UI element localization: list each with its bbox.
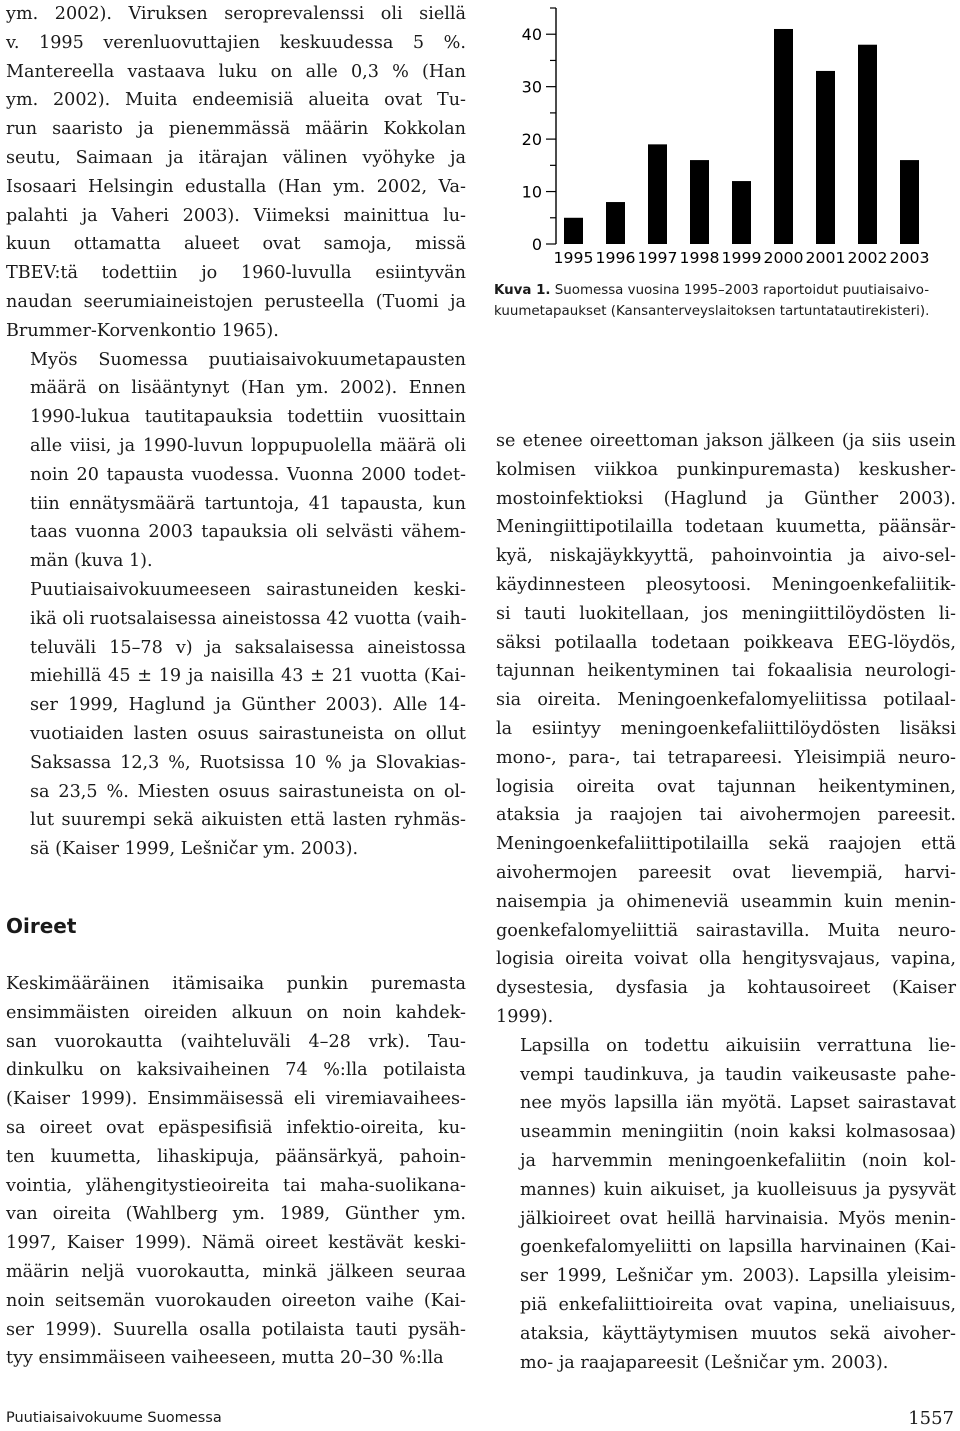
text-line: tyy ensimmäiseen vaiheeseen, mutta 20–30 %:lla [6, 1348, 444, 1369]
text-line: Meningoenkefaliittipotilailla sekä raajojen että [496, 834, 956, 855]
text-line: teluväli 15–78 v) ja saksalaisessa aineistossa [30, 637, 466, 658]
text-line: seutu, Saimaan ja itärajan välinen vyöhyke ja [6, 147, 466, 168]
x-tick-label: 1998 [679, 249, 720, 267]
running-title: Puutiaisaivokuume Suomessa [6, 1410, 222, 1426]
y-tick-label: 0 [531, 235, 542, 254]
text-line: logisia oireita voivat olla hengitysvajaus, vapina, [496, 949, 956, 970]
text-line: vempi taudinkuva, ja taudin vaikeusaste pahe- [520, 1064, 956, 1085]
text-line: ataksia ja raajojen tai aivohermojen pareesit. [496, 805, 956, 826]
text-line: noin 20 tapausta vuodessa. Vuonna 2000 todet- [30, 464, 466, 485]
x-tick-label: 2003 [889, 249, 930, 267]
text-line: goenkefalomyeliitti on lapsilla harvinainen (Kai- [520, 1237, 956, 1258]
text-line: TBEV:tä todettiin jo 1960-luvulla esiintyvän [6, 263, 466, 284]
y-tick-label: 40 [521, 25, 542, 45]
text-line: noin seitsemän vuorokauden oireeton vaihe (Kai- [6, 1290, 466, 1311]
text-line: mostoinfektioksi (Haglund ja Günther 2003). [496, 488, 956, 509]
paragraph [496, 427, 956, 1032]
text-line: useammin meningiitin (noin kaksi kolmasosaa) [520, 1122, 956, 1143]
text-line: dysestesia, dysfasia ja kohtausoireet (Kaiser [496, 978, 956, 999]
text-line: sa 23,5 %. Miesten osuus sairastuneista on ol- [30, 781, 466, 802]
caption-label: Kuva 1. [494, 283, 551, 298]
x-tick-label: 1995 [553, 249, 594, 267]
cases-bar-chart [510, 0, 950, 272]
section-heading-oireet: Oireet [6, 914, 77, 938]
text-line: taas vuonna 2003 tapauksia oli selvästi vähem- [30, 522, 466, 543]
bar [648, 144, 667, 244]
text-line: sä (Kaiser 1999, Lešničar ym. 2003). [30, 839, 359, 860]
x-tick-label: 1997 [637, 249, 678, 267]
text-line: Mantereella vastaava luku on alle 0,3 % (Han [6, 61, 466, 82]
bar [900, 160, 919, 244]
bar [816, 71, 835, 244]
text-line: ja harvemmin meningoenkefaliitin (noin kol- [520, 1150, 956, 1171]
figure-caption [494, 280, 960, 322]
text-line: män (kuva 1). [30, 551, 153, 572]
text-line: la esiintyy meningoenkefaliittilöydösten lisäksi [496, 718, 956, 739]
bar [732, 181, 751, 244]
paragraph [6, 970, 466, 1373]
text-line: kuun ottamatta alueet ovat samoja, missä [6, 234, 466, 255]
text-line: ensimmäisten oireiden alkuun on noin kahdek- [6, 1002, 466, 1023]
text-line: käydinnesteen pleosytoosi. Meningoenkefaliitik- [496, 574, 956, 595]
caption-line-1: Suomessa vuosina 1995–2003 raportoidut puutiaisaivo- [550, 283, 930, 298]
x-tick-label: 2000 [763, 249, 804, 267]
text-line: se etenee oireettoman jakson jälkeen (ja siis usein [496, 431, 956, 451]
text-line: ataksia, käyttäytymisen muutos sekä aivoher- [520, 1323, 956, 1344]
text-line: run saaristo ja pienemmässä määrin Kokkolan [6, 119, 466, 140]
text-line: ym. 2002). Muita endeemisiä alueita ovat Tu- [6, 90, 466, 111]
text-line: Lapsilla on todettu aikuisiin verrattuna lie- [520, 1035, 956, 1056]
text-line: mannes) kuin aikuiset, ja kuolleisuus ja pysyvät [520, 1179, 956, 1200]
bar [564, 218, 583, 244]
right-body-text [496, 427, 956, 1377]
text-line: goenkefalomyeliittiä sairastavilla. Muita neuro- [496, 920, 956, 941]
text-line: säksi potilaalla todetaan poikkeava EEG-löydös, [496, 632, 956, 653]
text-line: (Kaiser 1999). Ensimmäisessä eli viremiavaihees- [6, 1089, 466, 1110]
text-line: nee myös lapsilla iän myötä. Lapset sairastavat [520, 1093, 956, 1114]
text-line: mo- ja raajapareesit (Lešničar ym. 2003). [520, 1352, 889, 1373]
text-line: kolmisen viikkoa punkinpuremasta) keskusher- [496, 459, 956, 480]
text-line: naisempia ja ohimeneviä useammin kuin menin- [496, 891, 956, 912]
x-tick-label: 2001 [805, 249, 846, 267]
text-line: ser 1999, Haglund ja Günther 2003). Alle 14- [30, 695, 466, 716]
text-line: mono-, para-, tai tetrapareesi. Yleisimpiä neuro- [496, 747, 956, 768]
text-line: ym. 2002). Viruksen seroprevalenssi oli siellä [6, 4, 466, 24]
text-line: lut suurempi sekä aikuisten että lasten ryhmäs- [30, 810, 466, 831]
paragraph [496, 1032, 956, 1378]
text-line: vuotiaiden lasten osuus sairastuneista on ollut [30, 723, 466, 744]
text-line: vointia, ylähengitystieoireita tai maha-suolikana- [6, 1175, 466, 1196]
text-line: sa oireet ovat epäspesifisiä infektio-oireita, ku- [6, 1117, 466, 1138]
text-line: dinkulku on kaksivaiheinen 74 %:lla potilaista [6, 1060, 466, 1081]
text-line: sia oireita. Meningoenkefalomyeliitissa potilaal- [496, 690, 956, 711]
text-line: ten kuumetta, lihaskipuja, päänsärkyä, pahoin- [6, 1146, 466, 1167]
caption-line-2: kuumetapaukset (Kansanterveyslaitoksen tartuntatautirekisteri). [494, 304, 930, 319]
text-line: 1997, Kaiser 1999). Nämä oireet kestävät keski- [6, 1233, 466, 1254]
text-line: Myös Suomessa puutiaisaivokuumetapausten [30, 349, 466, 370]
paragraph [6, 0, 466, 346]
text-line: ikä oli ruotsalaisessa aineistossa 42 vuotta (vaih- [30, 608, 467, 629]
text-line: palahti ja Vaheri 2003). Viimeksi mainittua lu- [6, 205, 466, 226]
text-line: tajunnan heikentyminen tai fokaalisia neurologi- [496, 661, 956, 682]
bar [774, 29, 793, 244]
text-line: alle viisi, ja 1990-luvun loppupuolella määrä oli [30, 435, 466, 456]
text-line: naudan seerumiaineistojen perusteella (Tuomi ja [6, 291, 466, 312]
bar [606, 202, 625, 244]
text-line: van oireita (Wahlberg ym. 1989, Günther ym. [6, 1204, 466, 1225]
x-tick-label: 2002 [847, 249, 888, 267]
text-line: jälkioireet ovat heillä harvinaisia. Myös menin- [520, 1208, 956, 1229]
text-line: määrä on lisääntynyt (Han ym. 2002). Ennen [30, 378, 466, 399]
text-line: ser 1999, Lešničar ym. 2003). Lapsilla yleisim- [520, 1266, 956, 1287]
x-tick-label: 1996 [595, 249, 636, 267]
text-line: Keskimääräinen itämisaika punkin puremasta [6, 974, 466, 994]
text-line: Brummer-Korvenkontio 1965). [6, 320, 279, 341]
y-tick-label: 20 [521, 130, 542, 150]
text-line: v. 1995 verenluovuttajien keskuudessa 5 %. [6, 32, 466, 53]
text-line: määrin neljä vuorokautta, minkä jälkeen seuraa [6, 1261, 466, 1282]
text-line: aivohermojen pareesit ovat lievempiä, harvi- [496, 862, 956, 883]
text-line: Saksassa 12,3 %, Ruotsissa 10 % ja Slovakias- [30, 752, 466, 773]
text-line: san vuorokautta (vaihteluväli 4–28 vrk). Tau- [6, 1031, 466, 1052]
text-line: kyä, niskajäykkyyttä, pahoinvointia ja aivo-sel- [496, 546, 956, 567]
text-line: piä enkefaliittioireita ovat vapina, uneliaisuus, [520, 1294, 956, 1315]
x-tick-label: 1999 [721, 249, 762, 267]
y-tick-label: 10 [521, 182, 542, 202]
text-line: ser 1999). Suurella osalla potilaista tauti pysäh- [6, 1319, 466, 1340]
text-line: 1990-lukua tautitapauksia todettiin vuosittain [30, 407, 466, 428]
bar [858, 45, 877, 244]
text-line: miehillä 45 ± 19 ja naisilla 43 ± 21 vuotta (Kai- [30, 666, 466, 687]
text-line: 1999). [496, 1006, 554, 1027]
page-number: 1557 [908, 1408, 954, 1429]
text-line: logisia oireita ovat tajunnan heikentyminen, [496, 776, 956, 797]
paragraph [6, 346, 466, 576]
text-line: tiin ennätysmäärä tartuntoja, 41 tapausta, kun [30, 493, 466, 514]
left-body-text [6, 0, 466, 864]
oireet-body-text [6, 970, 466, 1373]
text-line: Meningiittipotilailla todetaan kuumetta, päänsär- [496, 517, 956, 538]
paragraph [6, 576, 466, 864]
text-line: Puutiaisaivokuumeeseen sairastuneiden keski- [30, 579, 466, 600]
text-line: Isosaari Helsingin edustalla (Han ym. 2002, Va- [6, 176, 466, 197]
bar [690, 160, 709, 244]
text-line: si tauti luokitellaan, jos meningiittilöydösten li- [496, 603, 956, 624]
y-tick-label: 30 [521, 77, 542, 97]
